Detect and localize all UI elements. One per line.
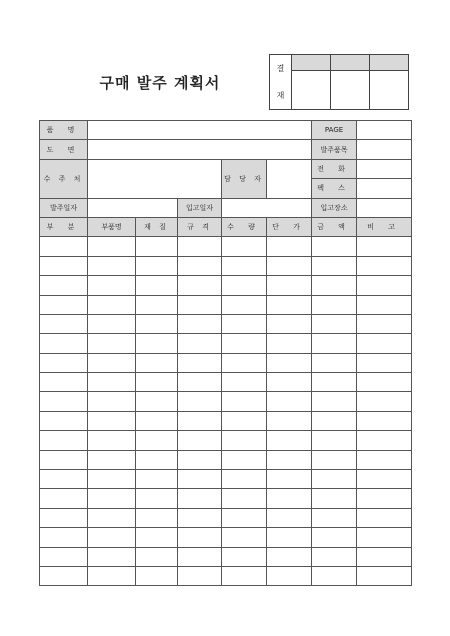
table-cell[interactable]: [357, 508, 412, 527]
table-cell[interactable]: [312, 470, 357, 489]
table-cell[interactable]: [40, 489, 88, 508]
approval-header-cell: [331, 55, 370, 71]
table-cell[interactable]: [312, 411, 357, 430]
approval-label-bottom: 재: [276, 91, 285, 100]
table-row: [40, 295, 412, 314]
table-cell[interactable]: [267, 353, 312, 372]
table-cell[interactable]: [357, 353, 412, 372]
table-cell[interactable]: [88, 295, 136, 314]
table-cell[interactable]: [267, 392, 312, 411]
table-cell[interactable]: [40, 566, 88, 585]
table-cell[interactable]: [357, 276, 412, 295]
table-cell[interactable]: [40, 450, 88, 469]
table-cell[interactable]: [222, 295, 267, 314]
table-cell[interactable]: [267, 237, 312, 256]
table-row: [40, 411, 412, 430]
table-cell[interactable]: [136, 256, 178, 275]
table-cell[interactable]: [267, 431, 312, 450]
phone-field[interactable]: [357, 159, 412, 178]
col-spec: 규 격: [178, 217, 222, 236]
table-cell[interactable]: [136, 334, 178, 353]
table-row: [40, 334, 412, 353]
table-cell[interactable]: [40, 295, 88, 314]
table-cell[interactable]: [40, 392, 88, 411]
table-cell[interactable]: [222, 392, 267, 411]
table-cell[interactable]: [178, 373, 222, 392]
table-cell[interactable]: [178, 237, 222, 256]
table-cell[interactable]: [136, 489, 178, 508]
table-cell[interactable]: [357, 411, 412, 430]
table-cell[interactable]: [312, 528, 357, 547]
table-cell[interactable]: [312, 450, 357, 469]
col-quantity: 수 량: [222, 217, 267, 236]
table-cell[interactable]: [136, 237, 178, 256]
table-cell[interactable]: [136, 547, 178, 566]
table-row: [40, 353, 412, 372]
table-row: [40, 392, 412, 411]
table-cell[interactable]: [357, 431, 412, 450]
manager-label: 담 당 자: [222, 159, 267, 198]
table-cell[interactable]: [136, 508, 178, 527]
table-cell[interactable]: [136, 431, 178, 450]
table-cell[interactable]: [222, 566, 267, 585]
fax-label: 팩 스: [312, 179, 357, 198]
table-cell[interactable]: [88, 411, 136, 430]
table-cell[interactable]: [88, 353, 136, 372]
table-cell[interactable]: [357, 547, 412, 566]
table-cell[interactable]: [178, 489, 222, 508]
table-cell[interactable]: [312, 566, 357, 585]
table-cell[interactable]: [267, 295, 312, 314]
receipt-place-label: 입고장소: [312, 198, 357, 217]
table-cell[interactable]: [357, 295, 412, 314]
table-row: [40, 489, 412, 508]
table-cell[interactable]: [178, 314, 222, 333]
table-cell[interactable]: [178, 431, 222, 450]
table-cell[interactable]: [88, 547, 136, 566]
table-row: [40, 373, 412, 392]
table-cell[interactable]: [222, 528, 267, 547]
col-part: 부 분: [40, 217, 88, 236]
table-cell[interactable]: [357, 566, 412, 585]
table-cell[interactable]: [267, 373, 312, 392]
page-label: PAGE: [312, 121, 357, 140]
table-cell[interactable]: [88, 256, 136, 275]
order-date-field[interactable]: [88, 198, 178, 217]
table-cell[interactable]: [40, 508, 88, 527]
approval-signature-cell[interactable]: [292, 71, 331, 110]
table-cell[interactable]: [267, 256, 312, 275]
table-cell[interactable]: [222, 256, 267, 275]
table-cell[interactable]: [40, 353, 88, 372]
table-cell[interactable]: [357, 237, 412, 256]
table-cell[interactable]: [178, 353, 222, 372]
table-row: [40, 431, 412, 450]
table-cell[interactable]: [222, 411, 267, 430]
table-cell[interactable]: [222, 237, 267, 256]
table-cell[interactable]: [357, 450, 412, 469]
table-cell[interactable]: [40, 314, 88, 333]
order-no-field[interactable]: [357, 140, 412, 159]
table-cell[interactable]: [88, 508, 136, 527]
drawing-label: 도 면: [40, 140, 88, 159]
table-cell[interactable]: [312, 295, 357, 314]
table-cell[interactable]: [222, 431, 267, 450]
table-cell[interactable]: [357, 392, 412, 411]
table-cell[interactable]: [267, 489, 312, 508]
table-cell[interactable]: [136, 450, 178, 469]
order-form-table: [39, 120, 412, 586]
table-cell[interactable]: [88, 314, 136, 333]
col-unit-price: 단 가: [267, 217, 312, 236]
col-amount: 금 액: [312, 217, 357, 236]
table-cell[interactable]: [357, 334, 412, 353]
table-cell[interactable]: [40, 431, 88, 450]
col-remarks: 비 고: [357, 217, 412, 236]
table-cell[interactable]: [178, 411, 222, 430]
table-row: [40, 470, 412, 489]
table-cell[interactable]: [88, 392, 136, 411]
supplier-label: 수 주 처: [40, 159, 88, 198]
table-cell[interactable]: [40, 237, 88, 256]
table-cell[interactable]: [136, 276, 178, 295]
table-cell[interactable]: [40, 276, 88, 295]
table-cell[interactable]: [267, 334, 312, 353]
table-cell[interactable]: [222, 334, 267, 353]
table-cell[interactable]: [40, 547, 88, 566]
table-cell[interactable]: [136, 528, 178, 547]
table-cell[interactable]: [267, 276, 312, 295]
table-cell[interactable]: [267, 508, 312, 527]
table-cell[interactable]: [312, 334, 357, 353]
table-cell[interactable]: [136, 392, 178, 411]
approval-label-top: 결: [276, 64, 285, 73]
table-cell[interactable]: [178, 450, 222, 469]
table-cell[interactable]: [312, 276, 357, 295]
table-cell[interactable]: [267, 566, 312, 585]
table-cell[interactable]: [267, 314, 312, 333]
table-cell[interactable]: [40, 373, 88, 392]
table-cell[interactable]: [267, 470, 312, 489]
table-row: [40, 547, 412, 566]
page-field[interactable]: [357, 121, 412, 140]
table-cell[interactable]: [136, 314, 178, 333]
table-cell[interactable]: [312, 547, 357, 566]
item-rows: [40, 237, 412, 586]
table-cell[interactable]: [222, 373, 267, 392]
table-cell[interactable]: [88, 334, 136, 353]
receipt-date-label: 입고일자: [178, 198, 222, 217]
table-cell[interactable]: [88, 470, 136, 489]
page-title: 구매 발주 계획서: [99, 74, 221, 92]
manager-field[interactable]: [267, 159, 312, 198]
item-name-field[interactable]: [88, 121, 312, 140]
col-part-name: 부품명: [88, 217, 136, 236]
approval-signature-cell[interactable]: [331, 71, 370, 110]
table-cell[interactable]: [136, 470, 178, 489]
table-cell[interactable]: [357, 256, 412, 275]
table-cell[interactable]: [178, 508, 222, 527]
table-cell[interactable]: [88, 431, 136, 450]
drawing-field[interactable]: [88, 140, 312, 159]
table-cell[interactable]: [136, 411, 178, 430]
table-cell[interactable]: [267, 528, 312, 547]
table-row: [40, 508, 412, 527]
approval-header-cell: [292, 55, 331, 71]
table-cell[interactable]: [136, 353, 178, 372]
table-cell[interactable]: [357, 470, 412, 489]
table-cell[interactable]: [178, 276, 222, 295]
item-name-label: 품 명: [40, 121, 88, 140]
table-cell[interactable]: [357, 528, 412, 547]
table-cell[interactable]: [267, 547, 312, 566]
table-cell[interactable]: [40, 528, 88, 547]
table-cell[interactable]: [312, 508, 357, 527]
table-cell[interactable]: [222, 276, 267, 295]
table-cell[interactable]: [40, 256, 88, 275]
approval-signature-cell[interactable]: [370, 71, 409, 110]
approval-side-label: [270, 55, 292, 110]
table-cell[interactable]: [178, 528, 222, 547]
order-date-label: 발주일자: [40, 198, 88, 217]
table-cell[interactable]: [178, 334, 222, 353]
receipt-date-field[interactable]: [222, 198, 312, 217]
approval-header-cell: [370, 55, 409, 71]
table-cell[interactable]: [222, 353, 267, 372]
table-cell[interactable]: [222, 450, 267, 469]
approval-box: [269, 54, 409, 110]
table-cell[interactable]: [40, 411, 88, 430]
table-cell[interactable]: [312, 392, 357, 411]
fax-field[interactable]: [357, 179, 412, 198]
table-cell[interactable]: [178, 392, 222, 411]
table-cell[interactable]: [40, 470, 88, 489]
table-cell[interactable]: [222, 470, 267, 489]
table-row: [40, 237, 412, 256]
table-row: [40, 450, 412, 469]
table-row: [40, 528, 412, 547]
column-header-row: [40, 217, 412, 236]
col-material: 재 질: [136, 217, 178, 236]
table-cell[interactable]: [267, 411, 312, 430]
table-cell[interactable]: [88, 528, 136, 547]
table-cell[interactable]: [222, 489, 267, 508]
table-cell[interactable]: [357, 314, 412, 333]
table-cell[interactable]: [222, 508, 267, 527]
table-cell[interactable]: [222, 314, 267, 333]
table-cell[interactable]: [178, 566, 222, 585]
table-cell[interactable]: [88, 373, 136, 392]
table-cell[interactable]: [178, 256, 222, 275]
order-no-label: 발주품목: [312, 140, 357, 159]
table-cell[interactable]: [222, 547, 267, 566]
table-cell[interactable]: [88, 489, 136, 508]
table-cell[interactable]: [136, 566, 178, 585]
table-cell[interactable]: [136, 373, 178, 392]
table-cell[interactable]: [88, 566, 136, 585]
table-cell[interactable]: [40, 334, 88, 353]
table-row: [40, 314, 412, 333]
table-cell[interactable]: [178, 470, 222, 489]
phone-label: 전 화: [312, 159, 357, 178]
table-cell[interactable]: [312, 489, 357, 508]
table-cell[interactable]: [312, 237, 357, 256]
table-cell[interactable]: [88, 276, 136, 295]
table-cell[interactable]: [357, 373, 412, 392]
table-cell[interactable]: [88, 450, 136, 469]
table-row: [40, 566, 412, 585]
table-cell[interactable]: [312, 373, 357, 392]
table-cell[interactable]: [267, 450, 312, 469]
table-cell[interactable]: [136, 295, 178, 314]
table-cell[interactable]: [312, 353, 357, 372]
table-cell[interactable]: [357, 489, 412, 508]
table-cell[interactable]: [178, 547, 222, 566]
supplier-field[interactable]: [88, 159, 222, 198]
table-cell[interactable]: [312, 314, 357, 333]
table-row: [40, 276, 412, 295]
table-row: [40, 256, 412, 275]
table-cell[interactable]: [312, 431, 357, 450]
receipt-place-field[interactable]: [357, 198, 412, 217]
table-cell[interactable]: [88, 237, 136, 256]
table-cell[interactable]: [178, 295, 222, 314]
table-cell[interactable]: [312, 256, 357, 275]
